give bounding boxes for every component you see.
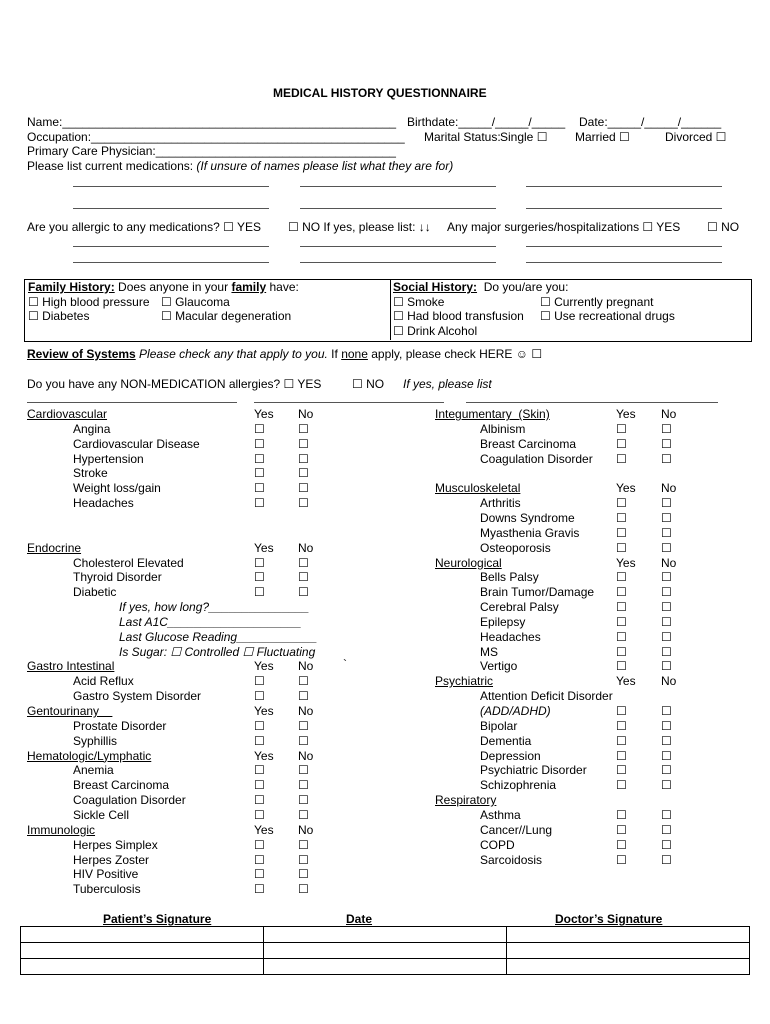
no-checkbox[interactable]: ☐ (661, 421, 672, 436)
yes-checkbox[interactable]: ☐ (616, 704, 627, 718)
yes-column-label: Yes (616, 481, 636, 496)
no-checkbox[interactable]: ☐ (661, 852, 672, 867)
no-checkbox[interactable]: ☐ (298, 778, 309, 793)
marital-divorced-checkbox[interactable]: Divorced ☐ (665, 130, 727, 144)
family-macular-degeneration[interactable]: ☐ Macular degeneration (161, 309, 292, 323)
no-checkbox[interactable]: ☐ (661, 837, 672, 852)
yes-checkbox[interactable]: ☐ (616, 748, 627, 763)
condition-label: Herpes Simplex (73, 837, 158, 852)
condition-label: Breast Carcinoma (73, 778, 170, 793)
no-column-label: No (298, 659, 314, 674)
signature-row (21, 959, 750, 975)
medication-line[interactable] (526, 186, 722, 187)
no-checkbox[interactable]: ☐ (298, 674, 309, 689)
doctor-signature-cell[interactable] (507, 959, 750, 975)
yes-checkbox[interactable]: ☐ (616, 436, 627, 451)
section-heading: Integumentary (Skin) (435, 407, 550, 421)
yes-checkbox[interactable]: ☐ (254, 778, 265, 793)
medication-allergy-no[interactable]: ☐ NO If yes, please list: ↓↓ (288, 220, 431, 234)
condition-label: Breast Carcinoma (480, 436, 577, 451)
non-medication-allergy-line[interactable] (27, 402, 237, 403)
social-smoke[interactable]: ☐ Smoke (393, 295, 445, 309)
diabetic-followup-field[interactable]: Last A1C____________________ (119, 614, 302, 629)
diabetic-followup-field[interactable]: Last Glucose Reading____________ (119, 629, 318, 644)
no-checkbox[interactable]: ☐ (298, 555, 309, 570)
no-checkbox[interactable]: ☐ (661, 718, 672, 733)
no-checkbox[interactable]: ☐ (661, 748, 672, 763)
yes-checkbox[interactable]: ☐ (254, 421, 265, 436)
surgeries-yes[interactable]: Any major surgeries/hospitalizations ☐ YES (447, 220, 681, 234)
no-checkbox[interactable]: ☐ (298, 436, 309, 451)
medications-hint: (If unsure of names please list what they are for) (196, 159, 454, 173)
condition-label: Vertigo (480, 659, 518, 674)
section-heading: Cardiovascular (27, 407, 108, 421)
condition-label: (ADD/ADHD) (480, 704, 551, 718)
section-heading: Psychiatric (435, 674, 494, 689)
condition-label: Bipolar (480, 718, 518, 733)
non-medication-allergy-no[interactable]: ☐ NO (352, 377, 385, 391)
date-field[interactable]: Date:_____/_____/______ (579, 115, 722, 129)
condition-label: Angina (73, 421, 111, 436)
condition-label: Albinism (480, 421, 526, 436)
date-label: Date (346, 912, 373, 926)
no-checkbox[interactable]: ☐ (298, 793, 309, 808)
condition-label: Syphillis (73, 733, 118, 748)
condition-label: Cerebral Palsy (480, 600, 559, 615)
occupation-field[interactable]: Occupation:_______________________________________________ (27, 130, 405, 144)
doctor-signature-label: Doctor’s Signature (555, 912, 663, 926)
no-checkbox[interactable]: ☐ (661, 510, 672, 525)
section-heading: Endocrine (27, 540, 82, 555)
date-cell[interactable] (264, 943, 507, 959)
no-checkbox[interactable]: ☐ (661, 822, 672, 837)
section-heading: Gentourinany (27, 704, 113, 718)
page-title: MEDICAL HISTORY QUESTIONNAIRE (273, 86, 487, 100)
signature-row (21, 927, 750, 943)
family-glaucoma[interactable]: ☐ Glaucoma (161, 295, 230, 309)
non-medication-allergy-line[interactable] (254, 402, 444, 403)
no-checkbox[interactable]: ☐ (298, 570, 309, 585)
history-divider (390, 279, 391, 340)
no-checkbox[interactable]: ☐ (661, 496, 672, 511)
condition-label: Depression (480, 748, 541, 763)
medication-line[interactable] (300, 208, 496, 209)
condition-label: Headaches (480, 629, 541, 644)
no-checkbox[interactable]: ☐ (661, 644, 672, 659)
social-blood-transfusion[interactable]: ☐ Had blood transfusion (393, 309, 524, 323)
no-checkbox[interactable]: ☐ (298, 481, 309, 496)
yes-checkbox[interactable]: ☐ (254, 852, 265, 867)
yes-column-label: Yes (254, 407, 274, 421)
review-of-systems-heading: Review of Systems Please check any that apply to you. If none apply, please check HERE ☺ ☐ (27, 347, 543, 361)
condition-label: Sickle Cell (73, 807, 130, 822)
no-column-label: No (661, 407, 677, 421)
no-checkbox[interactable]: ☐ (298, 837, 309, 852)
no-checkbox[interactable]: ☐ (298, 689, 309, 704)
section-heading: Respiratory (435, 793, 497, 808)
yes-checkbox[interactable]: ☐ (616, 807, 627, 822)
condition-label: Stroke (73, 466, 108, 481)
yes-column-label: Yes (254, 659, 274, 674)
no-checkbox[interactable]: ☐ (661, 436, 672, 451)
condition-label: Tuberculosis (73, 882, 141, 897)
yes-column-label: Yes (254, 822, 274, 837)
yes-column-label: Yes (254, 704, 274, 718)
no-checkbox[interactable]: ☐ (298, 882, 309, 897)
yes-checkbox[interactable]: ☐ (616, 733, 627, 748)
yes-checkbox[interactable]: ☐ (254, 763, 265, 778)
no-checkbox[interactable]: ☐ (298, 852, 309, 867)
condition-label: Prostate Disorder (73, 718, 167, 733)
yes-column-label: Yes (616, 555, 636, 570)
no-checkbox[interactable]: ☐ (661, 570, 672, 585)
no-checkbox[interactable]: ☐ (661, 540, 672, 555)
non-medication-allergy-yes[interactable]: Do you have any NON-MEDICATION allergies? ☐ YES (27, 377, 322, 391)
condition-label: Sarcoidosis (480, 852, 543, 867)
condition-label: Hypertension (73, 451, 144, 466)
no-checkbox[interactable]: ☐ (298, 733, 309, 748)
signature-row (21, 943, 750, 959)
yes-checkbox[interactable]: ☐ (254, 436, 265, 451)
section-heading: Neurological (435, 555, 502, 570)
no-checkbox[interactable]: ☐ (661, 451, 672, 466)
condition-label: COPD (480, 837, 515, 852)
patient-signature-cell[interactable] (21, 927, 264, 943)
family-high-blood-pressure[interactable]: ☐ High blood pressure (28, 295, 150, 309)
no-checkbox[interactable]: ☐ (661, 778, 672, 793)
no-checkbox[interactable]: ☐ (661, 763, 672, 778)
condition-label: Epilepsy (480, 614, 526, 629)
yes-checkbox[interactable]: ☐ (616, 496, 627, 511)
no-checkbox[interactable]: ☐ (661, 585, 672, 600)
condition-label: Diabetic (73, 585, 117, 600)
yes-column-label: Yes (254, 540, 274, 555)
no-column-label: No (298, 540, 314, 555)
yes-checkbox[interactable]: ☐ (616, 540, 627, 555)
no-column-label: No (298, 704, 314, 718)
yes-checkbox[interactable]: ☐ (254, 733, 265, 748)
condition-label: Schizophrenia (480, 778, 557, 793)
condition-label: Gastro System Disorder (73, 689, 202, 704)
date-cell[interactable] (264, 959, 507, 975)
no-checkbox[interactable]: ☐ (298, 867, 309, 882)
no-checkbox[interactable]: ☐ (661, 807, 672, 822)
medication-allergy-yes[interactable]: Are you allergic to any medications? ☐ YES (27, 220, 261, 234)
diabetic-followup-field[interactable]: If yes, how long?_______________ (119, 600, 310, 615)
yes-checkbox[interactable]: ☐ (254, 496, 265, 511)
yes-checkbox[interactable]: ☐ (254, 793, 265, 808)
yes-column-label: Yes (254, 748, 274, 763)
condition-label: Bells Palsy (480, 570, 539, 585)
family-history-heading: Family History: Does anyone in your family have: (28, 280, 299, 294)
surgeries-no[interactable]: ☐ NO (707, 220, 740, 234)
condition-label: Anemia (73, 763, 114, 778)
no-column-label: No (661, 555, 677, 570)
yes-checkbox[interactable]: ☐ (616, 659, 627, 674)
yes-checkbox[interactable]: ☐ (616, 525, 627, 540)
condition-label: Osteoporosis (480, 540, 551, 555)
social-currently-pregnant[interactable]: ☐ Currently pregnant (540, 295, 654, 309)
yes-checkbox[interactable]: ☐ (616, 644, 627, 659)
allergy-line[interactable] (300, 262, 496, 263)
yes-checkbox[interactable]: ☐ (616, 763, 627, 778)
no-column-label: No (298, 822, 314, 837)
yes-column-label: Yes (616, 407, 636, 421)
no-checkbox[interactable]: ☐ (298, 466, 309, 481)
no-checkbox[interactable]: ☐ (661, 600, 672, 615)
condition-label: Arthritis (480, 496, 521, 511)
no-checkbox[interactable]: ☐ (661, 525, 672, 540)
no-checkbox[interactable]: ☐ (298, 421, 309, 436)
condition-label: Cholesterol Elevated (73, 555, 184, 570)
no-checkbox[interactable]: ☐ (661, 614, 672, 629)
family-diabetes[interactable]: ☐ Diabetes (28, 309, 90, 323)
yes-checkbox[interactable]: ☐ (254, 867, 265, 882)
yes-checkbox[interactable]: ☐ (254, 837, 265, 852)
yes-checkbox[interactable]: ☐ (616, 510, 627, 525)
yes-checkbox[interactable]: ☐ (254, 585, 265, 600)
medication-line[interactable] (73, 186, 269, 187)
yes-checkbox[interactable]: ☐ (616, 585, 627, 600)
surgery-line[interactable] (526, 262, 722, 263)
doctor-signature-cell[interactable] (507, 927, 750, 943)
no-column-label: No (661, 674, 677, 689)
condition-label: Asthma (480, 807, 521, 822)
social-drink-alcohol[interactable]: ☐ Drink Alcohol (393, 324, 478, 338)
condition-label: Myasthenia Gravis (480, 525, 580, 540)
social-recreational-drugs[interactable]: ☐ Use recreational drugs (540, 309, 675, 323)
section-heading: Immunologic (27, 822, 96, 837)
condition-label: Downs Syndrome (480, 510, 575, 525)
yes-checkbox[interactable]: ☐ (616, 837, 627, 852)
patient-signature-cell[interactable] (21, 959, 264, 975)
medications-label: Please list current medications: (If unsure of names please list what they are for) (27, 159, 454, 173)
signature-table (20, 926, 750, 975)
yes-checkbox[interactable]: ☐ (254, 466, 265, 481)
condition-label: Herpes Zoster (73, 852, 150, 867)
yes-checkbox[interactable]: ☐ (254, 570, 265, 585)
yes-checkbox[interactable]: ☐ (254, 689, 265, 704)
no-column-label: No (298, 748, 314, 763)
allergy-line[interactable] (73, 246, 269, 247)
yes-checkbox[interactable]: ☐ (616, 718, 627, 733)
no-checkbox[interactable]: ☐ (298, 585, 309, 600)
yes-checkbox[interactable]: ☐ (254, 882, 265, 897)
no-checkbox[interactable]: ☐ (661, 629, 672, 644)
condition-label: MS (480, 644, 498, 659)
condition-label: Thyroid Disorder (73, 570, 162, 585)
no-checkbox[interactable]: ☐ (661, 733, 672, 748)
no-checkbox[interactable]: ☐ (298, 496, 309, 511)
yes-checkbox[interactable]: ☐ (254, 451, 265, 466)
marital-single-checkbox[interactable]: Single ☐ (500, 130, 548, 144)
no-checkbox[interactable]: ☐ (661, 704, 672, 718)
patient-signature-cell[interactable] (21, 943, 264, 959)
no-checkbox[interactable]: ☐ (298, 807, 309, 822)
yes-checkbox[interactable]: ☐ (616, 451, 627, 466)
condition-label: Attention Deficit Disorder (480, 689, 613, 704)
yes-checkbox[interactable]: ☐ (254, 555, 265, 570)
medication-line[interactable] (300, 186, 496, 187)
non-medication-allergy-line[interactable] (466, 402, 718, 403)
condition-label: Acid Reflux (73, 674, 134, 689)
yes-checkbox[interactable]: ☐ (616, 852, 627, 867)
condition-label: Coagulation Disorder (480, 451, 593, 466)
section-heading: Hematologic/Lymphatic (27, 748, 152, 763)
yes-checkbox[interactable]: ☐ (616, 570, 627, 585)
marital-married-checkbox[interactable]: Married ☐ (575, 130, 630, 144)
yes-checkbox[interactable]: ☐ (616, 778, 627, 793)
condition-label: Cardiovascular Disease (73, 436, 200, 451)
non-medication-allergy-hint: If yes, please list (403, 377, 492, 391)
yes-checkbox[interactable]: ☐ (254, 807, 265, 822)
yes-checkbox[interactable]: ☐ (616, 614, 627, 629)
birthdate-field[interactable]: Birthdate:_____/_____/_____ (407, 115, 566, 129)
no-column-label: No (298, 407, 314, 421)
yes-checkbox[interactable]: ☐ (254, 674, 265, 689)
date-cell[interactable] (264, 927, 507, 943)
section-heading: Musculoskeletal (435, 481, 521, 496)
condition-label: Brain Tumor/Damage (480, 585, 595, 600)
allergy-line[interactable] (300, 246, 496, 247)
stray-mark: ` (343, 657, 347, 671)
marital-status-label: Marital Status: (424, 130, 501, 144)
section-heading: Gastro Intestinal (27, 659, 115, 674)
condition-label: Weight loss/gain (73, 481, 161, 496)
no-checkbox[interactable]: ☐ (298, 718, 309, 733)
primary-care-physician-field[interactable]: Primary Care Physician:____________________________________ (27, 144, 396, 158)
surgery-line[interactable] (526, 246, 722, 247)
condition-label: Cancer//Lung (480, 822, 553, 837)
social-history-heading: Social History: Do you/are you: (393, 280, 569, 294)
condition-label: Dementia (480, 733, 532, 748)
patient-signature-label: Patient’s Signature (103, 912, 212, 926)
yes-checkbox[interactable]: ☐ (616, 600, 627, 615)
yes-checkbox[interactable]: ☐ (616, 629, 627, 644)
yes-checkbox[interactable]: ☐ (254, 481, 265, 496)
condition-label: Headaches (73, 496, 134, 511)
medication-line[interactable] (526, 208, 722, 209)
allergy-line[interactable] (73, 262, 269, 263)
yes-checkbox[interactable]: ☐ (254, 718, 265, 733)
yes-checkbox[interactable]: ☐ (616, 421, 627, 436)
no-column-label: No (661, 481, 677, 496)
no-checkbox[interactable]: ☐ (661, 659, 672, 674)
condition-label: Coagulation Disorder (73, 793, 186, 808)
name-field[interactable]: Name:__________________________________________________ (27, 115, 397, 129)
condition-label: Psychiatric Disorder (480, 763, 587, 778)
diabetic-followup-field[interactable]: Is Sugar: ☐ Controlled ☐ Fluctuating (119, 644, 316, 659)
condition-label: HIV Positive (73, 867, 139, 882)
no-checkbox[interactable]: ☐ (298, 451, 309, 466)
yes-checkbox[interactable]: ☐ (616, 822, 627, 837)
doctor-signature-cell[interactable] (507, 943, 750, 959)
yes-column-label: Yes (616, 674, 636, 689)
no-checkbox[interactable]: ☐ (298, 763, 309, 778)
medication-line[interactable] (73, 208, 269, 209)
